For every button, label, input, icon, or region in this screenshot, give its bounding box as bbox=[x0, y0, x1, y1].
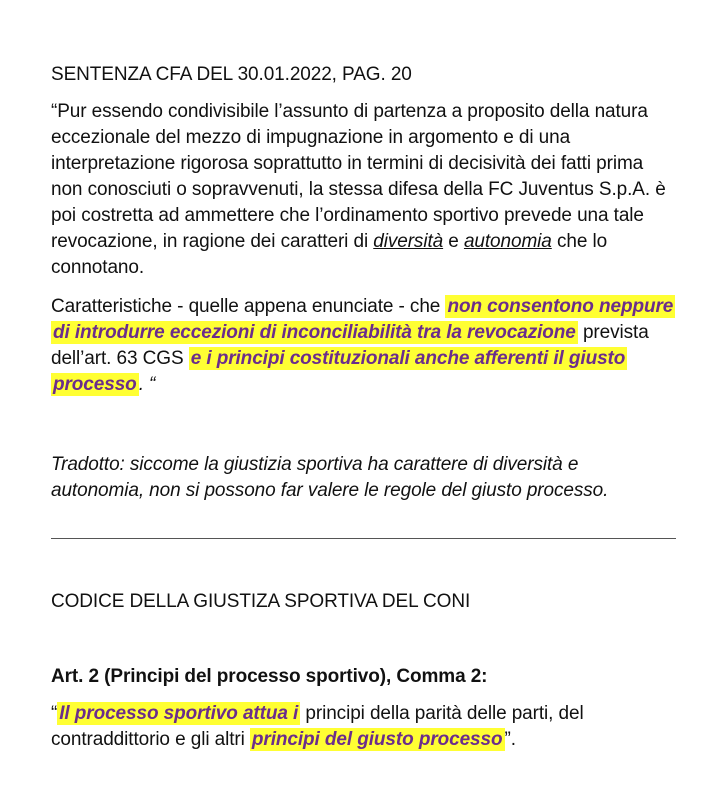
quote-paragraph-3 bbox=[51, 701, 676, 753]
quote2-part1: Caratteristiche - quelle appena enunciate - che bbox=[51, 296, 446, 317]
translation-paragraph: Tradotto: siccome la giustizia sportiva ha carattere di diversità e autonomia, non si possono far valere le regole del giusto processo. bbox=[51, 454, 609, 501]
article-title: Art. 2 (Principi del processo sportivo), Comma 2: bbox=[51, 666, 488, 687]
quote3-part1: principi della parità delle parti, del contraddittorio e gli altri bbox=[51, 703, 584, 750]
section-heading-codice: CODICE DELLA GIUSTIZA SPORTIVA DEL CONI bbox=[51, 591, 471, 612]
section-divider bbox=[51, 538, 676, 539]
quote1-word-autonomia: autonomia bbox=[463, 231, 552, 252]
quote1-text: “Pur essendo condivisibile l’assunto di partenza a proposito della natura eccezionale del mezzo di impugnazione in argomento e di una interpretazione rigorosa soprattutto in termini di decisività dei fatti prima non conosciuti o sopravvenuti, la stessa difesa della FC Juventus S.p.A. è poi costretta ad ammettere che l’ordinamento sportivo prevede una tale revocazione, in ragione dei caratteri di bbox=[51, 101, 666, 252]
quote-paragraph-2 bbox=[51, 294, 676, 398]
quote2-part2: prevista dell’art. 63 CGS bbox=[51, 322, 649, 369]
quote-paragraph-1 bbox=[51, 99, 676, 281]
section-heading-sentenza: SENTENZA CFA DEL 30.01.2022, PAG. 20 bbox=[51, 64, 412, 85]
highlight-principi-costituzionali: e i principi costituzionali anche afferenti il giusto processo bbox=[53, 348, 626, 395]
highlight-non-consentono: non consentono neppure di introdurre eccezioni di inconciliabilità tra la revocazione bbox=[53, 296, 674, 343]
quote3-end: ”. bbox=[504, 729, 516, 750]
quote1-word-diversita: diversità bbox=[373, 231, 444, 252]
quote2-end: . “ bbox=[138, 374, 156, 395]
highlight-processo-sportivo: Il processo sportivo attua i bbox=[59, 703, 299, 724]
quote1-end: che lo connotano. bbox=[51, 231, 608, 278]
quote3-open: “ bbox=[51, 703, 58, 724]
quote1-mid: e bbox=[443, 231, 464, 252]
highlight-giusto-processo: principi del giusto processo bbox=[251, 729, 503, 750]
